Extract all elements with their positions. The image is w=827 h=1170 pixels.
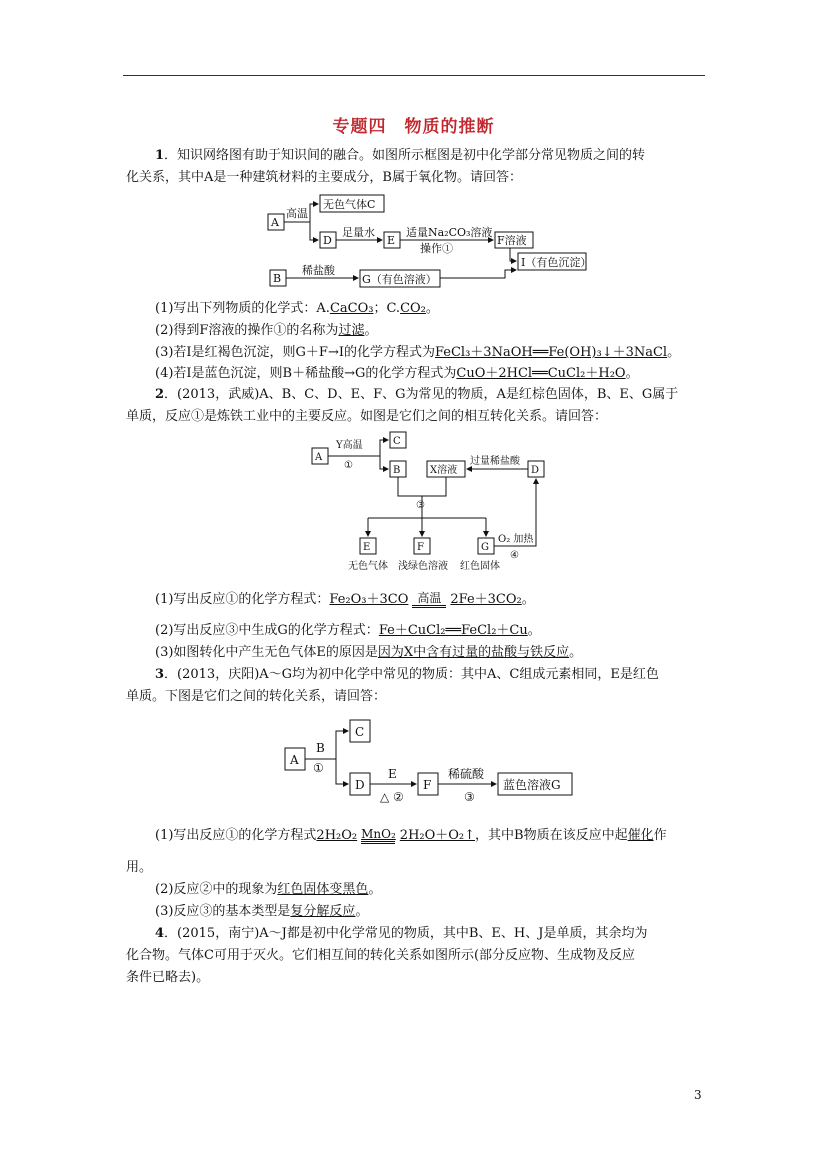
q2-label-Y: Y高温 [336, 440, 363, 451]
q2-answer-1-left: Fe₂O₃＋3CO [329, 592, 409, 607]
q3-label-r3: ③ [464, 790, 475, 804]
q1-answer-4: (4)若I是蓝色沉淀，则B＋稀盐酸→G的化学方程式为CuO＋2HCl══CuCl₂＋H₂O。 [155, 366, 639, 381]
q3-answer-1-right: 2H₂O＋O₂↑ [399, 828, 476, 843]
q2-answer-3: (3)如图转化中产生无色气体E的原因是因为X中含有过量的盐酸与铁反应。 [155, 645, 583, 660]
header-rule [123, 75, 705, 76]
q3-label-E: E [388, 767, 397, 781]
page-title: 专题四 物质的推断 [332, 117, 495, 137]
q1-answer-C: CO₂ [400, 301, 426, 316]
q4-number: 4 [155, 926, 165, 941]
q2-condition: 高温 [412, 592, 446, 608]
q3-node-A: A [290, 753, 299, 767]
q1-text-line2: 化关系，其中A是一种建筑材料的主要成分，B属于氧化物。请回答： [126, 170, 522, 185]
q1-answer-2-value: 过滤 [338, 323, 365, 338]
q3-label-B: B [316, 741, 325, 755]
q2-answer-1: (1)写出反应①的化学方程式：Fe₂O₃＋3CO 高温 2Fe＋3CO₂。 [155, 590, 535, 607]
q1-text-line1 [155, 146, 645, 166]
q2-node-C: C [393, 436, 401, 447]
q1-node-I: I（有色沉淀） [521, 256, 592, 269]
q1-stem-1: ．知识网络图有助于知识间的融合。如图所示框图是初中化学部分常见物质之间的转 [164, 148, 646, 163]
q2-label-hcl: 过量稀盐酸 [470, 456, 520, 467]
q1-node-C: 无色气体C [323, 198, 376, 211]
q3-answer-1-cont: 用。 [126, 860, 153, 875]
q3-answer-3: (3)反应③的基本类型是复分解反应。 [155, 904, 369, 919]
q1-node-A: A [271, 216, 279, 229]
q3-answer-1-left: 2H₂O₂ [316, 828, 358, 843]
q1-node-D: D [323, 234, 332, 247]
q3-label-r1: ① [313, 761, 324, 775]
page-number: 3 [694, 1088, 702, 1102]
q4-text-line1: 4．(2015，南宁)A～J都是初中化学常见的物质，其中B、E、H、J是单质，其余均为 [155, 926, 648, 941]
q3-node-D: D [355, 778, 365, 792]
q2-node-F: F [417, 542, 424, 553]
q3-answer-role: 催化 [627, 828, 654, 843]
q2-number: 2 [155, 387, 165, 402]
q2-answer-1-right: 2Fe＋3CO₂ [450, 592, 522, 607]
q1-answer-2: (2)得到F溶液的操作①的名称为过滤。 [155, 323, 378, 338]
q1-label-reagent: 适量Na₂CO₃溶液 [406, 226, 493, 239]
q2-node-X: X溶液 [430, 465, 458, 476]
q2-node-B: B [393, 465, 401, 476]
q1-node-G: G（有色溶液） [362, 273, 437, 286]
q2-node-G: G [481, 542, 489, 553]
q1-label-water: 足量水 [342, 226, 375, 239]
q3-answer-2-value: 红色固体变黑色 [277, 882, 369, 897]
q3-number: 3 [155, 667, 165, 682]
q1-answer-3-value: FeCl₃＋3NaOH══Fe(OH)₃↓＋3NaCl [434, 345, 668, 360]
q2-diagram [300, 428, 560, 578]
q1-label-operation: 操作① [420, 242, 453, 255]
q2-text-line2: 单质，反应①是炼铁工业中的主要反应。如图是它们之间的相互转化关系。请回答： [126, 409, 608, 424]
q3-node-C: C [355, 725, 365, 739]
q2-label-o2: O₂ 加热 [498, 534, 534, 545]
q3-answer-1: (1)写出反应①的化学方程式2H₂O₂ MnO₂ 2H₂O＋O₂↑，其中B物质在该反应中起催化作 [155, 826, 667, 843]
q2-label-r4: ④ [510, 550, 519, 561]
q3-diagram [280, 715, 590, 810]
q2-label-r3: ③ [416, 500, 425, 511]
q3-node-G: 蓝色溶液G [503, 778, 561, 792]
q3-node-F: F [423, 778, 432, 792]
q2-answer-3-value: 因为X中含有过量的盐酸与铁反应 [377, 645, 570, 660]
q1-node-F: F溶液 [497, 234, 527, 247]
q2-node-E: E [363, 542, 371, 553]
q1-label-hcl: 稀盐酸 [302, 264, 335, 277]
q3-answer-3-value: 复分解反应 [290, 904, 356, 919]
q2-node-A: A [315, 452, 323, 463]
q1-number: 1 [155, 148, 165, 163]
q3-text-line2: 单质。下图是它们之间的转化关系，请回答： [126, 689, 387, 704]
q3-condition: MnO₂ [361, 828, 396, 844]
q2-node-D: D [531, 465, 540, 476]
q2-desc-F: 浅绿色溶液 [398, 561, 448, 572]
q3-text-line1: 3．(2013，庆阳)A～G均为初中化学中常见的物质：其中A、C组成元素相同，E是红色 [155, 667, 659, 682]
q3-label-acid: 稀硫酸 [448, 767, 485, 781]
q1-diagram [260, 190, 600, 300]
q2-desc-E: 无色气体 [348, 561, 388, 572]
q2-answer-2-value: Fe＋CuCl₂══FeCl₂＋Cu [378, 623, 528, 638]
q1-answer-3: (3)若I是红褐色沉淀，则G＋F→I的化学方程式为FeCl₃＋3NaOH══Fe(OH)₃↓＋3NaCl。 [155, 345, 681, 360]
q1-answer-1: (1)写出下列物质的化学式：A.CaCO₃；C.CO₂。 [155, 301, 439, 316]
q2-label-r1: ① [344, 460, 353, 471]
q1-answer-4-value: CuO＋2HCl══CuCl₂＋H₂O [456, 366, 626, 381]
q1-node-E: E [387, 234, 396, 247]
q2-desc-G: 红色固体 [460, 561, 500, 572]
q3-label-r2: △ ② [380, 790, 404, 804]
q3-answer-2: (2)反应②中的现象为红色固体变黑色。 [155, 882, 382, 897]
q2-answer-2: (2)写出反应③中生成G的化学方程式：Fe＋CuCl₂══FeCl₂＋Cu。 [155, 623, 541, 638]
q2-text-line1: 2．(2013，武威)A、B、C、D、E、F、G为常见的物质，A是红棕色固体，B、E、G属于 [155, 387, 679, 402]
q1-node-B: B [273, 272, 282, 285]
q4-text-line3: 条件已略去)。 [126, 970, 210, 985]
q1-answer-A: CaCO₃ [329, 301, 374, 316]
q1-label-high-temp: 高温 [286, 207, 308, 220]
q4-text-line2: 化合物。气体C可用于灭火。它们相互间的转化关系如图所示(部分反应物、生成物及反应 [126, 948, 636, 963]
